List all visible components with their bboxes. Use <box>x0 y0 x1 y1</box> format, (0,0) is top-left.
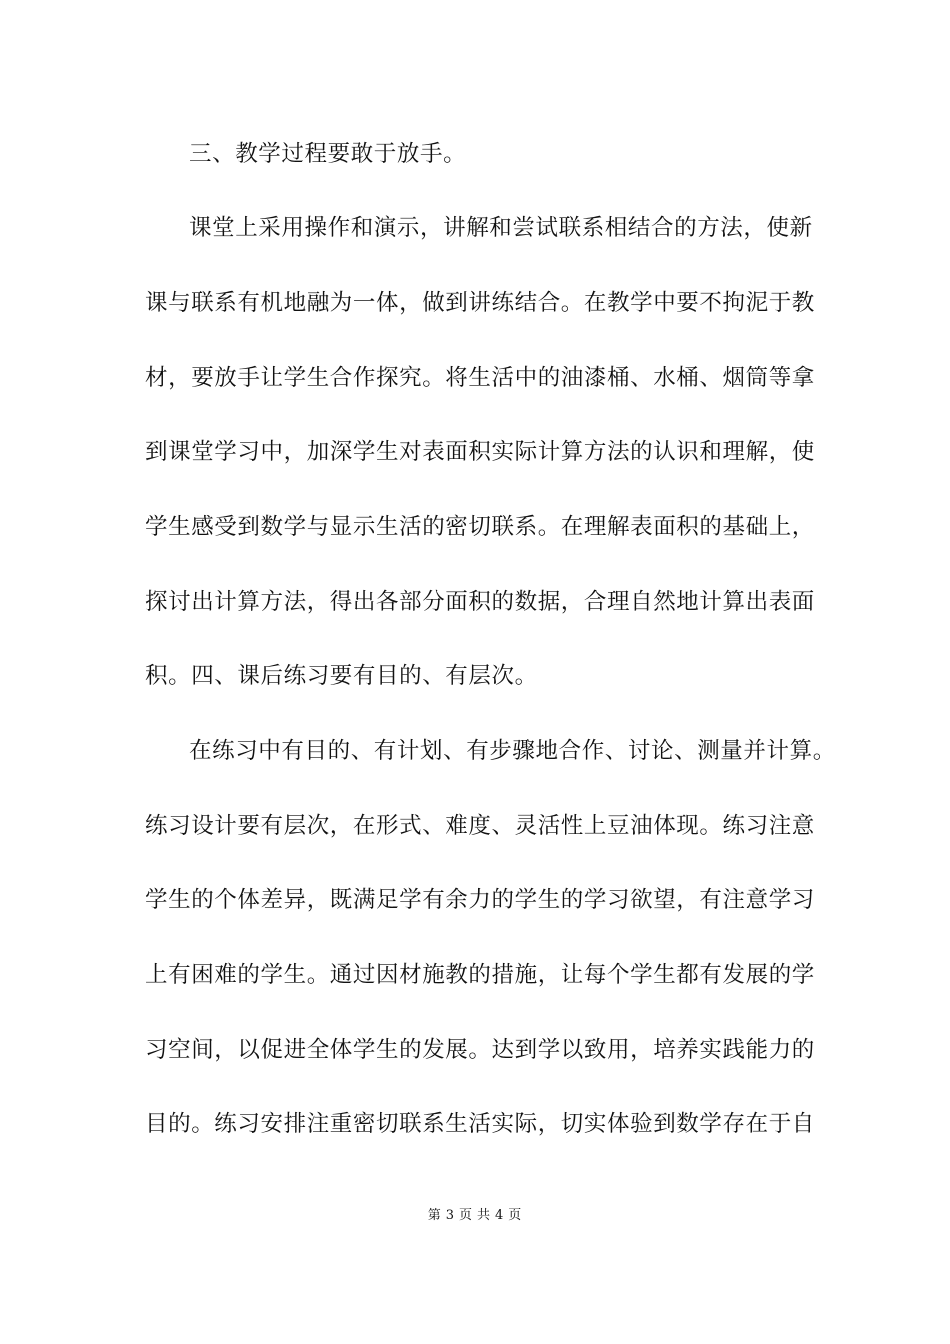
footer-total-word: 共 <box>477 1208 492 1223</box>
footer-prefix: 第 <box>427 1208 442 1223</box>
page-footer <box>0 1208 950 1224</box>
paragraph-line: 练习设计要有层次，在形式、难度、灵活性上豆油体现。练习注意 <box>145 813 815 839</box>
paragraph-line: 目的。练习安排注重密切联系生活实际，切实体验到数学存在于自 <box>145 1111 815 1137</box>
footer-total-pages: 4 <box>495 1208 505 1223</box>
paragraph-line: 探讨出计算方法，得出各部分面积的数据，合理自然地计算出表面 <box>145 589 815 615</box>
paragraph-line: 到课堂学习中，加深学生对表面积实际计算方法的认识和理解，使 <box>145 439 815 465</box>
heading-section-three: 三、教学过程要敢于放手。 <box>189 141 467 167</box>
paragraph-line: 学生感受到数学与显示生活的密切联系。在理解表面积的基础上， <box>145 514 815 540</box>
footer-current-page: 3 <box>445 1208 455 1223</box>
paragraph-line: 学生的个体差异，既满足学有余力的学生的学习欲望，有注意学习 <box>145 887 815 913</box>
footer-suffix: 页 <box>508 1208 523 1223</box>
paragraph-line: 在练习中有目的、有计划、有步骤地合作、讨论、测量并计算。 <box>189 738 836 764</box>
footer-page-word: 页 <box>458 1208 473 1223</box>
paragraph-line: 材，要放手让学生合作探究。将生活中的油漆桶、水桶、烟筒等拿 <box>145 365 815 391</box>
paragraph-line: 习空间，以促进全体学生的发展。达到学以致用，培养实践能力的 <box>145 1037 815 1063</box>
paragraph-line: 积。四、课后练习要有目的、有层次。 <box>145 663 538 689</box>
paragraph-line: 上有困难的学生。通过因材施教的措施，让每个学生都有发展的学 <box>145 962 815 988</box>
paragraph-line: 课堂上采用操作和演示，讲解和尝试联系相结合的方法，使新 <box>189 215 813 241</box>
paragraph-line: 课与联系有机地融为一体，做到讲练结合。在教学中要不拘泥于教 <box>145 290 815 316</box>
